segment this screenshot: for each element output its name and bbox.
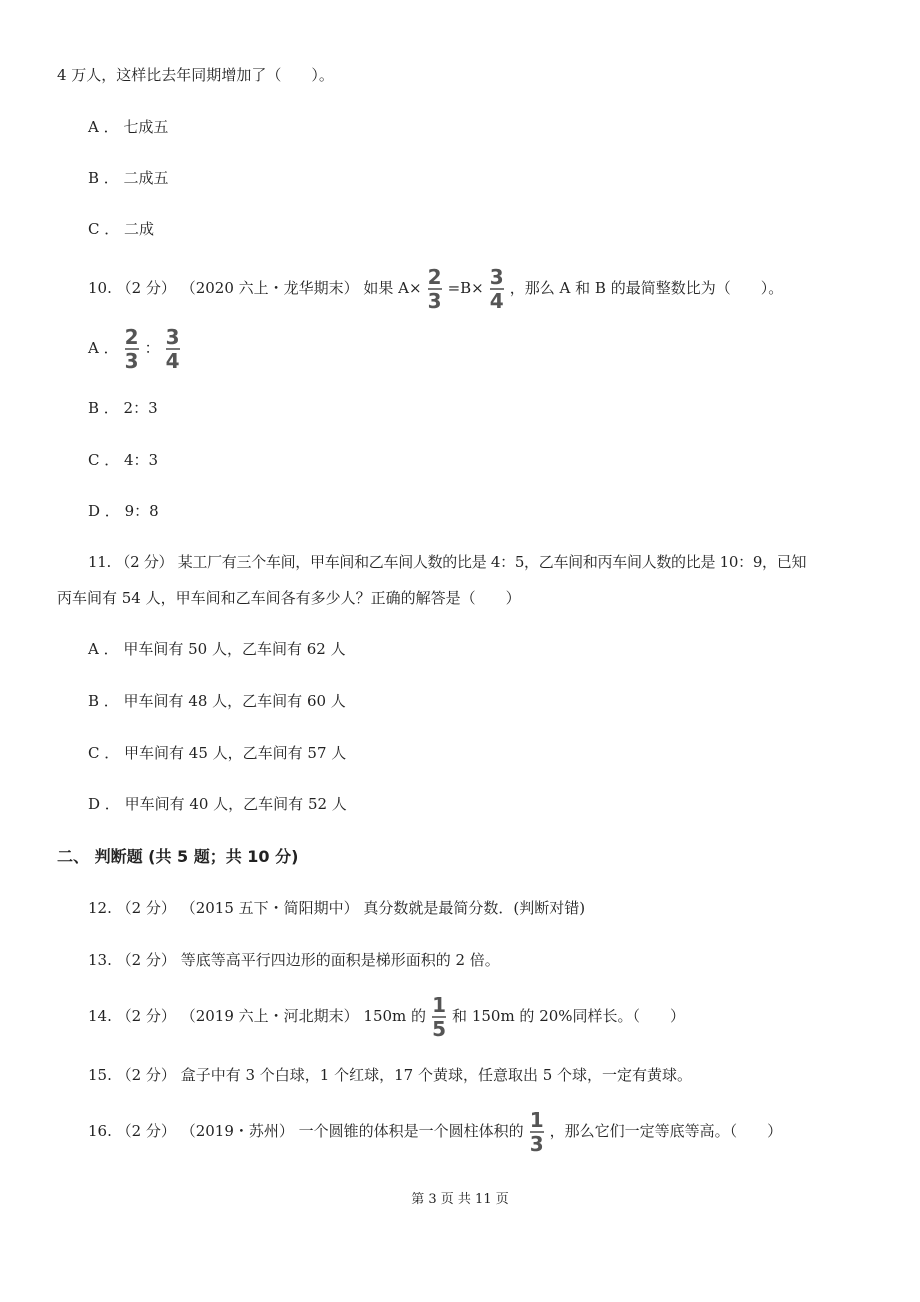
q12: 12. （2 分） （2015 五下・简阳期中） 真分数就是最简分数．(判断对错)	[88, 899, 586, 917]
ratio-colon: ：	[144, 339, 160, 357]
q10-option-a	[88, 324, 186, 372]
fraction	[166, 327, 180, 371]
q11-option-a: A ． 甲车间有 50 人，乙车间有 62 人	[88, 640, 346, 658]
q14-tail: 和 150m 的 20%同样长。（ ）	[452, 1007, 686, 1025]
q9-option-c: C ． 二成	[88, 220, 155, 238]
fraction-numerator: 2	[124, 325, 139, 349]
q9-option-b: B ． 二成五	[88, 169, 169, 187]
q10-option-d: D ． 9：8	[88, 502, 159, 520]
fraction	[125, 327, 139, 371]
q10-stem	[88, 264, 783, 312]
q11-option-b: B ． 甲车间有 48 人，乙车间有 60 人	[88, 692, 346, 710]
q16-tail: ，那么它们一定等底等高。（ ）	[549, 1122, 783, 1140]
q11-line1: 11. （2 分） 某工厂有三个车间，甲车间和乙车间人数的比是 4：5，乙车间和丙车间人数的比是 10：9，已知	[88, 553, 807, 571]
q15: 15. （2 分） 盒子中有 3 个白球，1 个红球，17 个黄球，任意取出 5 个球，一定有黄球。	[88, 1066, 693, 1084]
fraction-denominator: 3	[529, 1132, 544, 1156]
fraction-numerator: 1	[432, 993, 446, 1017]
page-footer: 第 3 页 共 11 页	[411, 1192, 509, 1207]
q14	[88, 992, 685, 1040]
q9-tail: 4 万人，这样比去年同期增加了（ ）。	[57, 66, 334, 84]
option-label: A ．	[88, 339, 119, 357]
section-heading: 二、 判断题 (共 5 题；共 10 分)	[57, 847, 299, 866]
fraction-numerator: 3	[489, 265, 504, 289]
q10-option-b: B ． 2：3	[88, 399, 158, 417]
q11-option-d: D ． 甲车间有 40 人，乙车间有 52 人	[88, 795, 347, 813]
q16	[88, 1107, 782, 1155]
fraction-numerator: 2	[427, 265, 442, 289]
fraction-denominator: 5	[432, 1017, 446, 1041]
q11-line2: 丙车间有 54 人，甲车间和乙车间各有多少人？正确的解答是（ ）	[57, 589, 521, 607]
fraction	[530, 1110, 544, 1154]
fraction-denominator: 4	[165, 349, 180, 373]
q10-mid: =B×	[447, 279, 484, 297]
q9-option-a: A ． 七成五	[88, 118, 169, 136]
fraction-denominator: 3	[427, 289, 442, 313]
fraction	[490, 267, 504, 311]
fraction	[432, 995, 446, 1039]
q10-tail: ，那么 A 和 B 的最简整数比为（ ）。	[509, 279, 784, 297]
q14-lead: 14. （2 分） （2019 六上・河北期末） 150m 的	[88, 1007, 427, 1025]
q10-lead: 10. （2 分） （2020 六上・龙华期末） 如果 A×	[88, 279, 422, 297]
q13: 13. （2 分） 等底等高平行四边形的面积是梯形面积的 2 倍。	[88, 951, 500, 969]
fraction-denominator: 3	[124, 349, 139, 373]
fraction-numerator: 1	[529, 1108, 544, 1132]
q16-lead: 16. （2 分） （2019・苏州） 一个圆锥的体积是一个圆柱体积的	[88, 1122, 524, 1140]
fraction-denominator: 4	[489, 289, 504, 313]
fraction-numerator: 3	[165, 325, 180, 349]
q10-option-c: C ． 4：3	[88, 451, 159, 469]
q11-option-c: C ． 甲车间有 45 人，乙车间有 57 人	[88, 744, 347, 762]
fraction	[428, 267, 442, 311]
